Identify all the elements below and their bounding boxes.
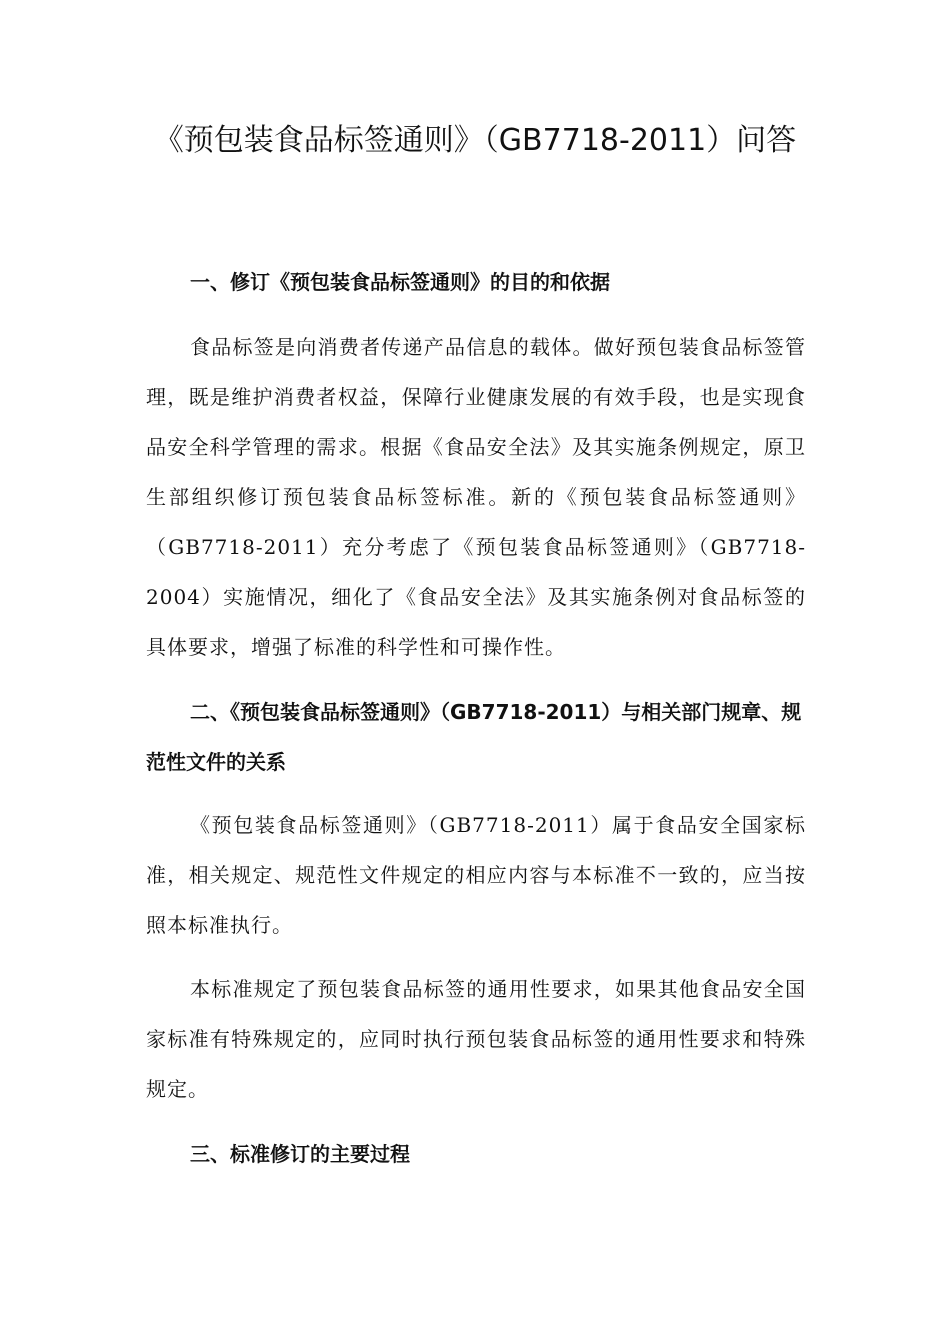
section-1-paragraph-1: 食品标签是向消费者传递产品信息的载体。做好预包装食品标签管理，既是维护消费者权益，保障行业健康发展的有效手段，也是实现食品安全科学管理的需求。根据《食品安全法》及其实施条例规定，原卫生部组织修订预包装食品标签标准。新的《预包装食品标签通则》（GB7718-2011）充分考虑了《预包装食品标签通则》（GB7718-2004）实施情况，细化了《食品安全法》及其实施条例对食品标签的具体要求，增强了标准的科学性和可操作性。 <box>146 335 806 659</box>
section-2-paragraph-2: 本标准规定了预包装食品标签的通用性要求，如果其他食品安全国家标准有特殊规定的，应同时执行预包装食品标签的通用性要求和特殊规定。 <box>146 977 806 1101</box>
section-heading-1: 一、修订《预包装食品标签通则》的目的和依据 <box>190 270 610 294</box>
section-heading-2: 二、《预包装食品标签通则》（GB7718-2011）与相关部门规章、规范性文件的关系 <box>146 700 802 774</box>
section-2-paragraph-1: 《预包装食品标签通则》（GB7718-2011）属于食品安全国家标准，相关规定、规范性文件规定的相应内容与本标准不一致的，应当按照本标准执行。 <box>146 813 806 937</box>
document-title: 《预包装食品标签通则》（GB7718-2011）问答 <box>153 123 797 158</box>
section-heading-3: 三、标准修订的主要过程 <box>190 1142 410 1166</box>
